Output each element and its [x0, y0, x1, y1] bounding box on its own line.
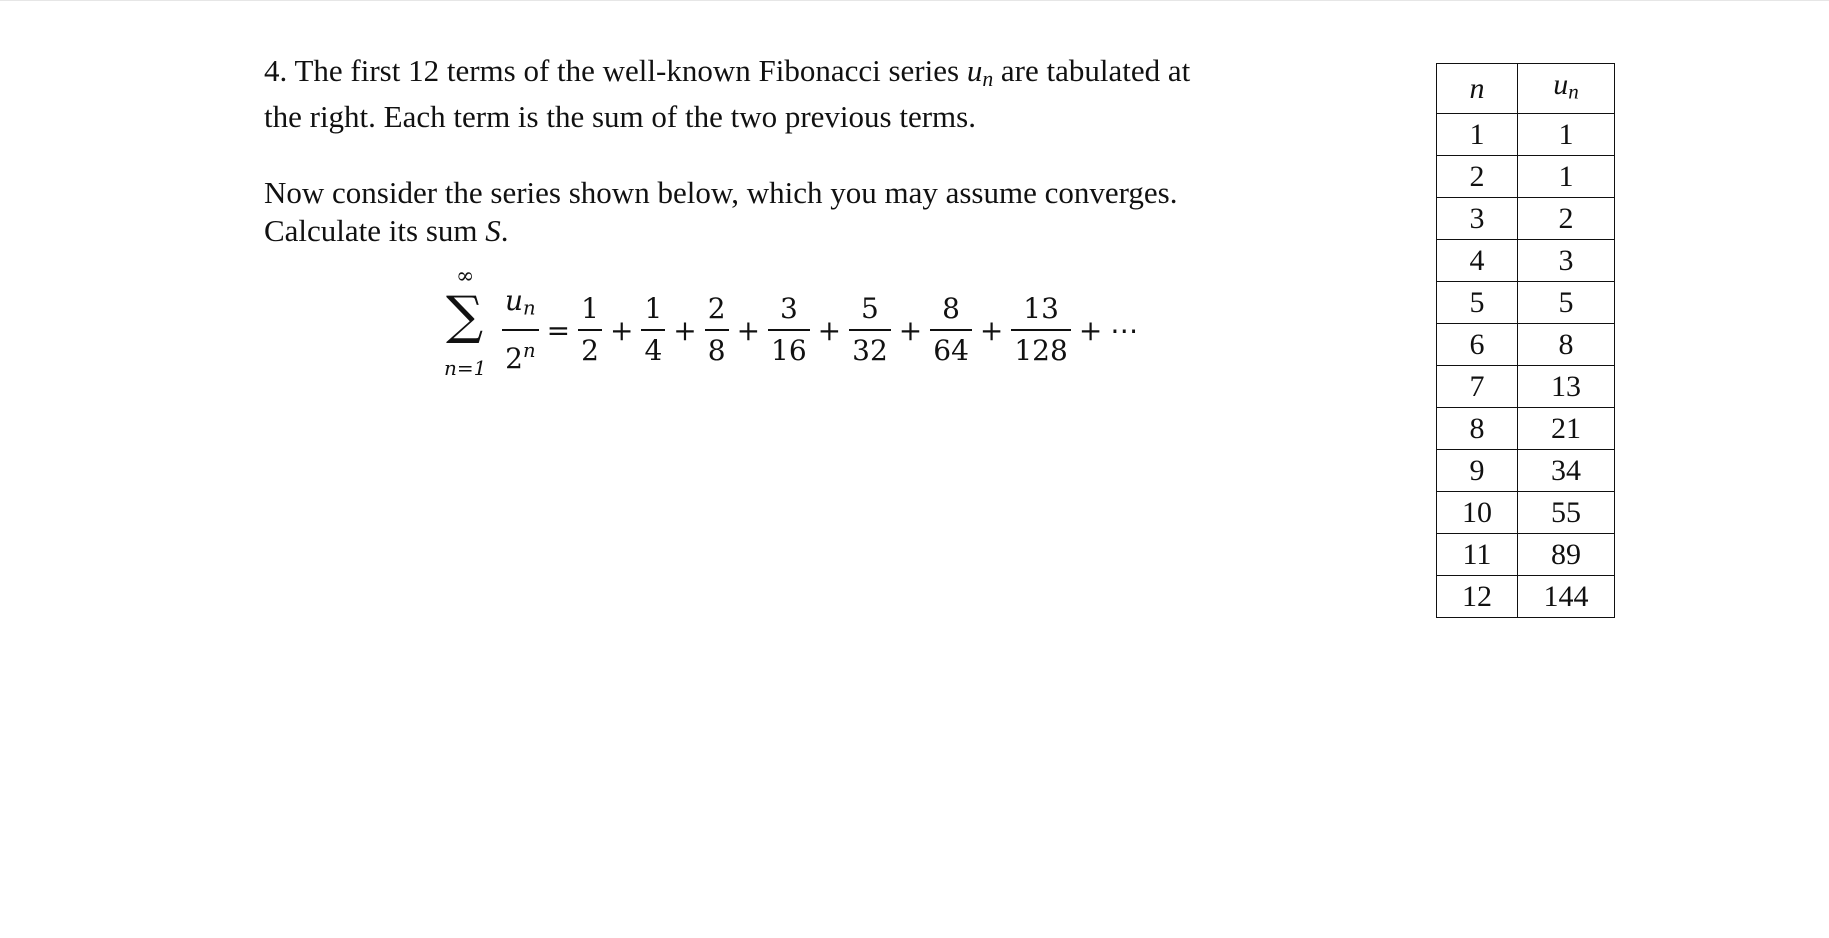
summation: [444, 264, 494, 390]
variable-s: S: [485, 212, 501, 248]
table-row: [1437, 113, 1615, 155]
plus-sign: +: [898, 313, 923, 347]
table-row: [1437, 407, 1615, 449]
table-header-row: [1437, 64, 1615, 114]
cell-un: 1: [1518, 113, 1615, 155]
fibonacci-table: [1436, 63, 1615, 618]
table-body: [1437, 113, 1615, 617]
term-denominator: 16: [771, 334, 807, 367]
header-n: n: [1437, 64, 1518, 114]
cell-un: 89: [1518, 533, 1615, 575]
term-numerator: 8: [942, 292, 960, 325]
table-row: [1437, 323, 1615, 365]
plus-sign: +: [817, 313, 842, 347]
plus-sign: +: [736, 313, 761, 347]
cell-n: 10: [1437, 491, 1518, 533]
lhs-denominator-exp: n: [522, 338, 536, 362]
table-row: [1437, 239, 1615, 281]
plus-sign: +: [979, 313, 1004, 347]
cell-n: 9: [1437, 449, 1518, 491]
page-top-border: [0, 0, 1829, 1]
problem-text-period: .: [500, 212, 509, 248]
term-numerator: 1: [644, 292, 663, 325]
cell-un: 13: [1518, 365, 1615, 407]
ellipsis: ⋯: [1110, 313, 1139, 347]
problem-text-line4: Calculate its sum: [264, 212, 486, 248]
plus-sign: +: [609, 313, 634, 347]
term-fraction: [768, 293, 810, 367]
fraction-bar: [849, 329, 891, 331]
problem-paragraph-2: [264, 174, 1304, 250]
cell-n: 5: [1437, 281, 1518, 323]
lhs-numerator: [502, 285, 539, 324]
equals-sign: =: [546, 313, 571, 347]
term-denominator: 4: [644, 334, 663, 367]
cell-n: 2: [1437, 155, 1518, 197]
cell-un: 55: [1518, 491, 1615, 533]
problem-text-line2: the right. Each term is the sum of the two previous terms.: [264, 98, 976, 134]
term-fraction: [1011, 293, 1070, 367]
lhs-numerator-sub: n: [523, 296, 536, 320]
variable-subscript-n: n: [982, 66, 994, 91]
table-row: [1437, 281, 1615, 323]
problem-text-part1: The first 12 terms of the well-known Fibonacci series: [294, 53, 967, 88]
plus-sign: +: [673, 313, 697, 347]
term-numerator: 1: [581, 292, 599, 325]
fraction-bar: [768, 329, 810, 331]
equation-row: [444, 264, 1142, 380]
term-fraction: [930, 293, 972, 367]
fraction-bar: [502, 329, 539, 331]
table-row: [1437, 197, 1615, 239]
cell-un: 2: [1518, 197, 1615, 239]
cell-un: 5: [1518, 281, 1615, 323]
cell-un: 21: [1518, 407, 1615, 449]
cell-n: 8: [1437, 407, 1518, 449]
table-row: [1437, 449, 1615, 491]
term-numerator: 2: [707, 292, 726, 325]
term-denominator: 128: [1014, 334, 1068, 367]
fraction-bar: [705, 329, 729, 331]
cell-n: 12: [1437, 575, 1518, 617]
cell-n: 1: [1437, 113, 1518, 155]
term-fraction: [705, 293, 729, 367]
term-fraction: [578, 293, 602, 367]
table-row: [1437, 155, 1615, 197]
cell-n: 11: [1437, 533, 1518, 575]
term-denominator: 8: [707, 334, 726, 367]
term-fraction: [641, 293, 665, 367]
term-numerator: 3: [779, 292, 798, 325]
fraction-bar: [578, 329, 602, 331]
header-u-sub: n: [1568, 79, 1579, 104]
table-row: [1437, 575, 1615, 617]
cell-un: 3: [1518, 239, 1615, 281]
problem-statement: [264, 52, 1304, 250]
summation-lower-limit: n=1: [444, 356, 487, 380]
problem-number: 4.: [264, 53, 288, 88]
series-equation: [444, 264, 1142, 400]
cell-un: 34: [1518, 449, 1615, 491]
problem-text-part2: are tabulated at: [993, 53, 1191, 88]
table-row: [1437, 533, 1615, 575]
lhs-denominator: [502, 335, 538, 375]
header-un: [1518, 64, 1615, 114]
table-row: [1437, 365, 1615, 407]
cell-n: 6: [1437, 323, 1518, 365]
lhs-numerator-var: u: [505, 284, 524, 318]
term-denominator: 64: [933, 334, 969, 367]
cell-n: 7: [1437, 365, 1518, 407]
variable-u: u: [966, 53, 983, 88]
term-fraction: [849, 293, 891, 367]
cell-un: 8: [1518, 323, 1615, 365]
problem-text-line3: Now consider the series shown below, which you may assume converges.: [264, 174, 1178, 210]
summation-sigma: ∑: [446, 286, 484, 346]
term-numerator: 13: [1023, 292, 1059, 325]
term-denominator: 32: [852, 334, 888, 367]
lhs-denominator-base: 2: [505, 341, 523, 375]
cell-un: 144: [1518, 575, 1615, 617]
cell-n: 4: [1437, 239, 1518, 281]
fraction-bar: [930, 329, 972, 331]
lhs-fraction: [502, 285, 539, 374]
fraction-bar: [641, 329, 665, 331]
problem-paragraph-1: [264, 52, 1304, 136]
cell-n: 3: [1437, 197, 1518, 239]
cell-un: 1: [1518, 155, 1615, 197]
plus-sign: +: [1078, 313, 1103, 347]
term-numerator: 5: [861, 292, 879, 325]
fraction-bar: [1011, 329, 1070, 331]
header-u-var: u: [1553, 68, 1569, 101]
table-row: [1437, 491, 1615, 533]
term-denominator: 2: [581, 334, 599, 367]
summation-upper-limit: ∞: [456, 264, 475, 289]
